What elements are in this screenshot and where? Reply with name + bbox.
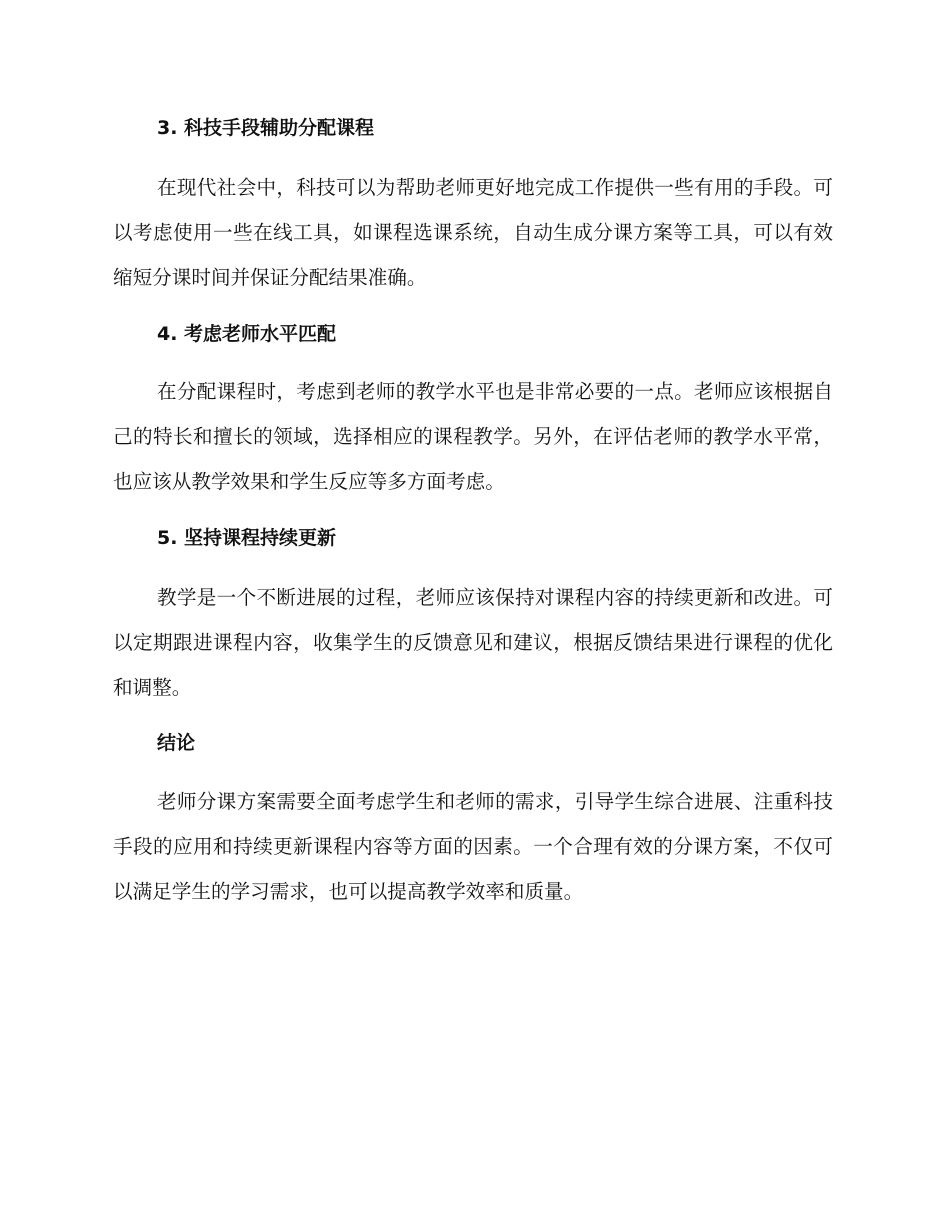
section-heading-3: 3. 科技手段辅助分配课程	[157, 117, 375, 139]
section-heading-4: 4. 考虑老师水平匹配	[157, 323, 337, 345]
section-body-3: 在现代社会中，科技可以为帮助老师更好地完成工作提供一些有用的手段。可以考虑使用一些在线工具，如课程选课系统，自动生成分课方案等工具，可以有效缩短分课时间并保证分配结果准确。	[113, 176, 833, 289]
section-heading-5: 5. 坚持课程持续更新	[157, 527, 337, 549]
conclusion-body: 老师分课方案需要全面考虑学生和老师的需求，引导学生综合进展、注重科技手段的应用和持续更新课程内容等方面的因素。一个合理有效的分课方案，不仅可以满足学生的学习需求，也可以提高教学效率和质量。	[113, 790, 833, 903]
conclusion-heading: 结论	[157, 732, 196, 754]
section-body-5: 教学是一个不断进展的过程，老师应该保持对课程内容的持续更新和改进。可以定期跟进课程内容，收集学生的反馈意见和建议，根据反馈结果进行课程的优化和调整。	[113, 586, 833, 699]
section-body-4: 在分配课程时，考虑到老师的教学水平也是非常必要的一点。老师应该根据自己的特长和擅长的领域，选择相应的课程教学。另外，在评估老师的教学水平常，也应该从教学效果和学生反应等多方面考虑。	[113, 380, 833, 493]
